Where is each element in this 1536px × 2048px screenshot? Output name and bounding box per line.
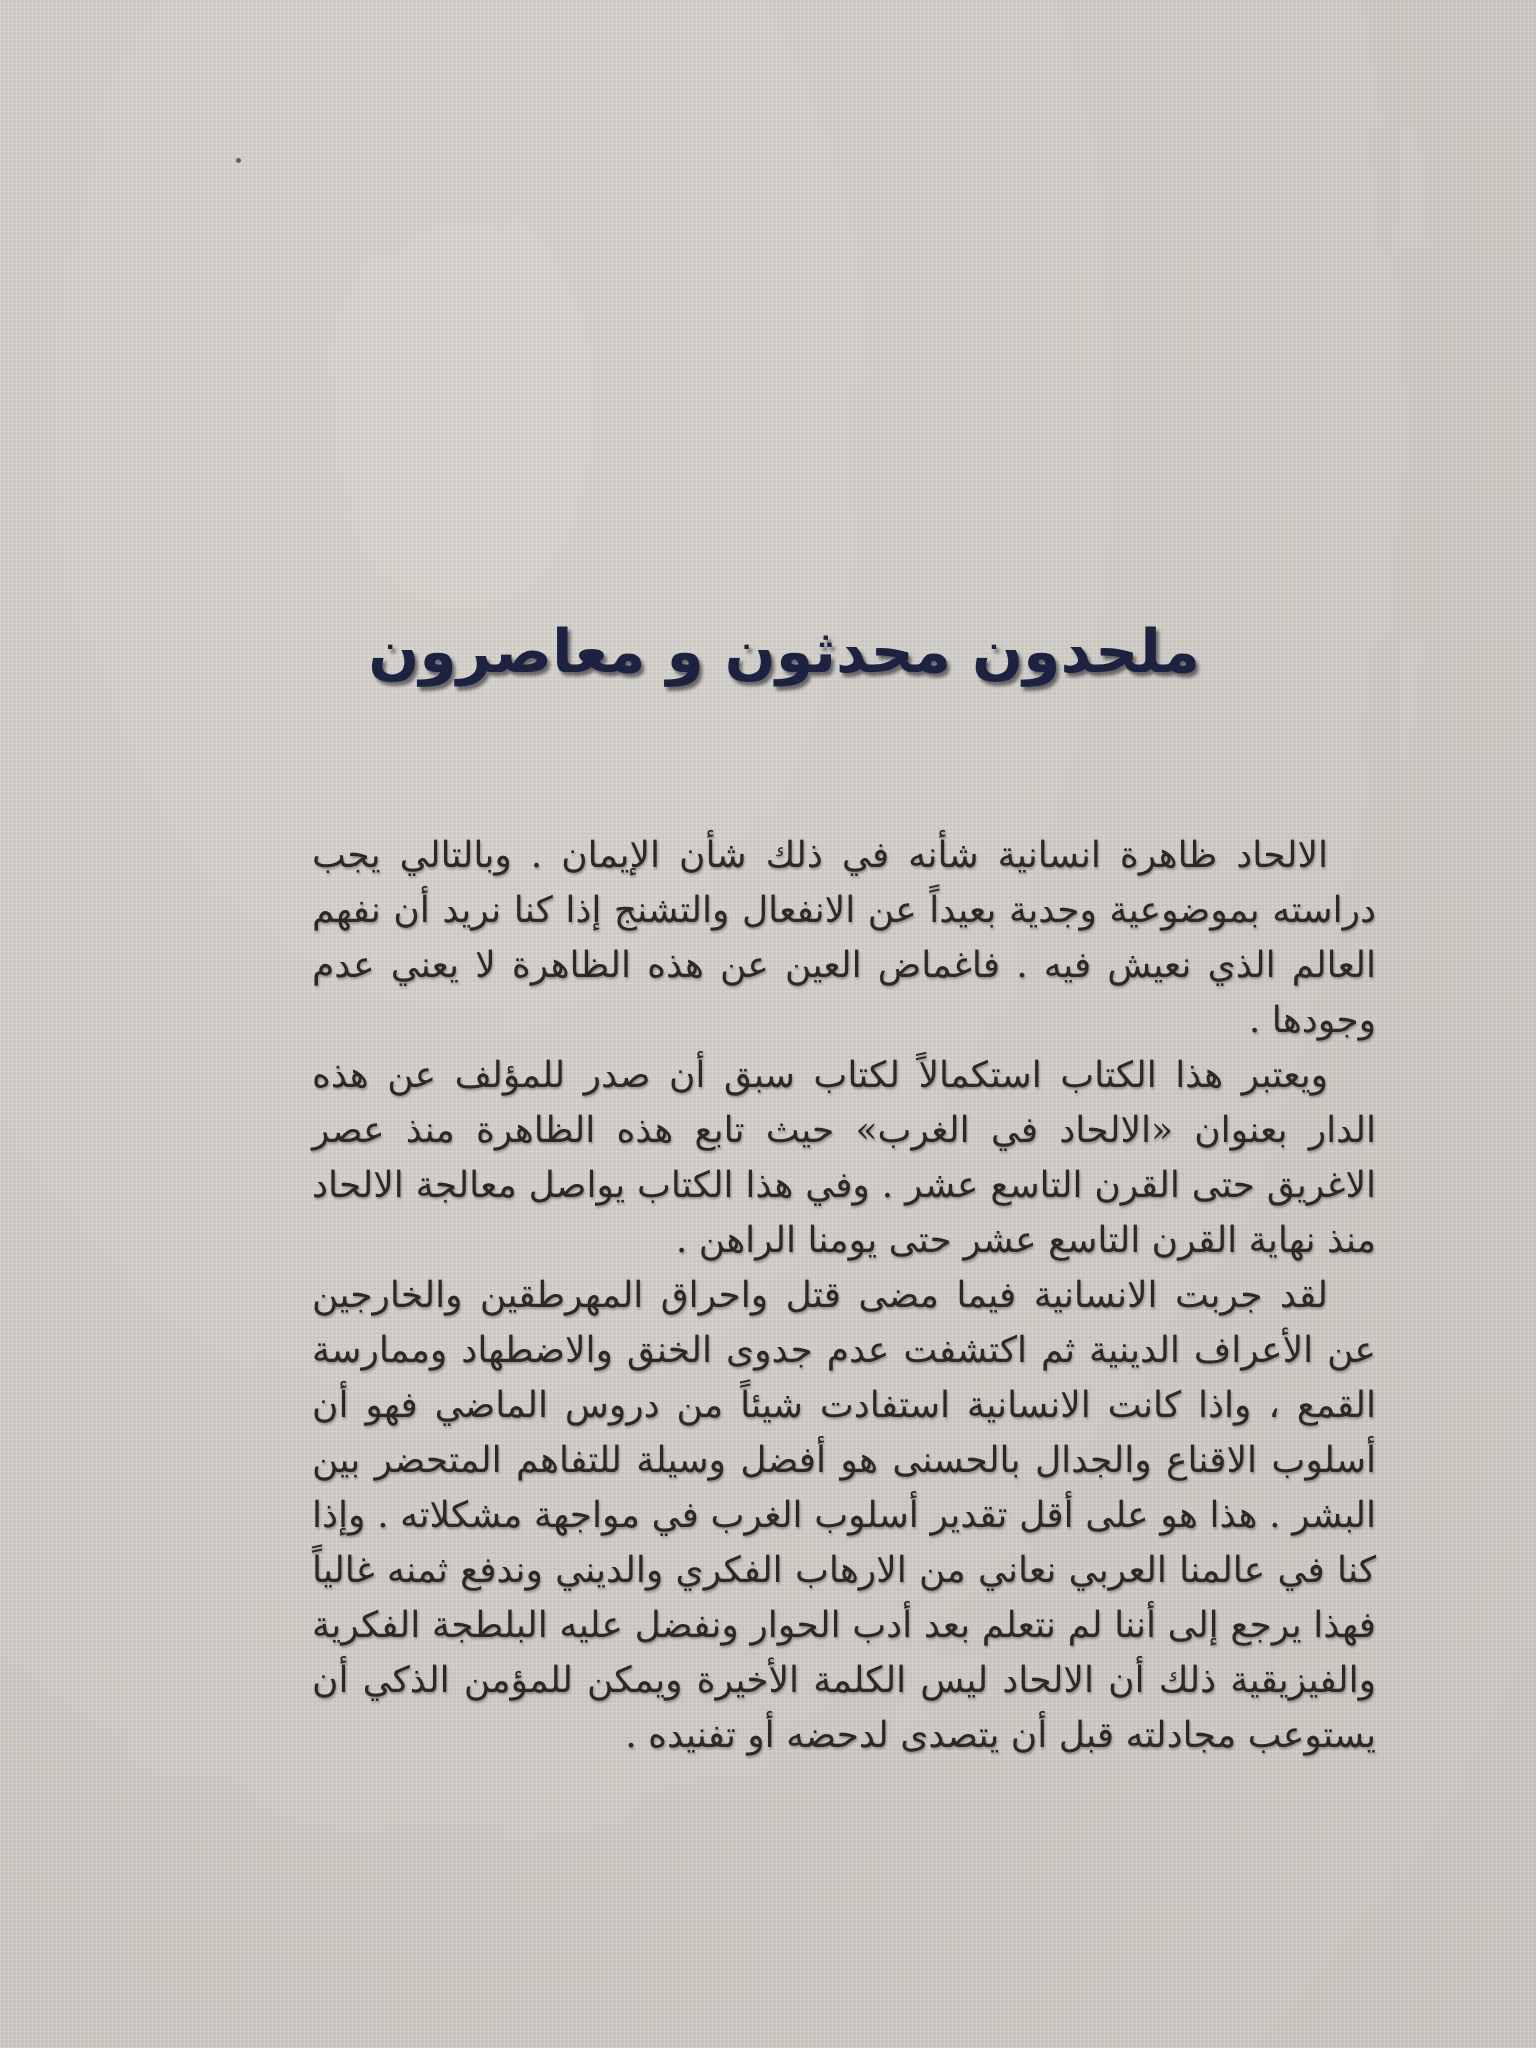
book-title: ملحدون محدثون و معاصرون bbox=[368, 617, 1200, 687]
paper-speck bbox=[236, 158, 241, 163]
blurb-text bbox=[312, 828, 1376, 1763]
blurb-paragraph-3: لقد جربت الانسانية فيما مضى قتل واحراق المهرطقين والخارجين عن الأعراف الدينية ثم اكتشفت عدم جدوى الخنق والاضطهاد وممارسة القمع ، واذا كانت الانسانية استفادت شيئاً من دروس الماضي فهو أن أسلوب الاقناع والجدال بالحسنى هو أفضل وسيلة للتفاهم المتحضر بين البشر . هذا هو على أقل تقدير أسلوب الغرب في مواجهة مشكلاته . وإذا كنا في عالمنا العربي نعاني من الارهاب الفكري والديني وندفع ثمنه غالياً فهذا يرجع إلى أننا لم نتعلم بعد أدب الحوار ونفضل عليه البلطجة الفكرية والفيزيقية ذلك أن الالحاد ليس الكلمة الأخيرة ويمكن للمؤمن الذكي أن يستوعب مجادلته قبل أن يتصدى لدحضه أو تفنيده . bbox=[312, 1275, 1376, 1756]
blurb-paragraph-2: ويعتبر هذا الكتاب استكمالاً لكتاب سبق أن صدر للمؤلف عن هذه الدار بعنوان «الالحاد في الغرب» حيث تابع هذه الظاهرة منذ عصر الاغريق حتى القرن التاسع عشر . وفي هذا الكتاب يواصل معالجة الالحاد منذ نهاية القرن التاسع عشر حتى يومنا الراهن . bbox=[312, 1055, 1376, 1261]
blurb-paragraph-1: الالحاد ظاهرة انسانية شأنه في ذلك شأن الإيمان . وبالتالي يجب دراسته بموضوعية وجدية بعيداً عن الانفعال والتشنج إذا كنا نريد أن نفهم العالم الذي نعيش فيه . فاغماض العين عن هذه الظاهرة لا يعني عدم وجودها . bbox=[312, 835, 1376, 1041]
